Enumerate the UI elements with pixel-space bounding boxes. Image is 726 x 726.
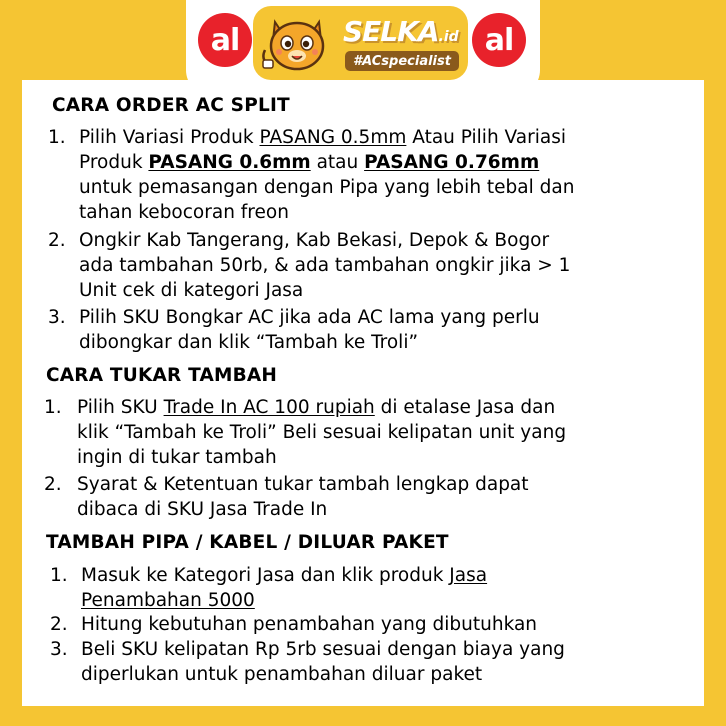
item-line: Syarat & Ketentuan tukar tambah lengkap dapat — [77, 474, 529, 495]
item-number: 1. — [50, 565, 68, 586]
brand-logo-right: al — [472, 13, 526, 67]
section-title-trade: CARA TUKAR TAMBAH — [46, 365, 278, 386]
selka-logo — [253, 6, 468, 80]
item-line: dibongkar dan klik “Tambah ke Troli” — [79, 332, 419, 353]
item-line: klik “Tambah ke Troli” Beli sesuai kelipatan unit yang — [77, 422, 567, 443]
section-title-extra: TAMBAH PIPA / KABEL / DILUAR PAKET — [46, 532, 449, 553]
item-line: ada tambahan 50rb, & ada tambahan ongkir jika > 1 — [79, 255, 571, 276]
item-line: Pilih Variasi Produk PASANG 0.5mm Atau Pilih Variasi — [79, 127, 566, 148]
item-line: diperlukan untuk penambahan diluar paket — [81, 664, 483, 685]
item-number: 3. — [50, 639, 68, 660]
selka-tagline: #ACspecialist — [345, 51, 459, 71]
selka-wordmark: SELKA.id — [343, 15, 459, 48]
item-line: Produk PASANG 0.6mm atau PASANG 0.76mm — [79, 152, 540, 173]
item-line: tahan kebocoran freon — [79, 202, 289, 223]
item-line: Unit cek di kategori Jasa — [79, 280, 304, 301]
item-line: Penambahan 5000 — [81, 590, 255, 611]
section-title-order: CARA ORDER AC SPLIT — [52, 95, 290, 116]
item-line: Ongkir Kab Tangerang, Kab Bekasi, Depok & Bogor — [79, 230, 550, 251]
brand-logo-left: al — [198, 13, 252, 67]
item-line: untuk pemasangan dengan Pipa yang lebih tebal dan — [79, 177, 575, 198]
item-number: 2. — [44, 474, 62, 495]
item-line: Beli SKU kelipatan Rp 5rb sesuai dengan biaya yang — [81, 639, 565, 660]
item-number: 3. — [48, 307, 66, 328]
item-number: 2. — [48, 230, 66, 251]
item-number: 2. — [50, 614, 68, 635]
item-line: Pilih SKU Trade In AC 100 rupiah di etalase Jasa dan — [77, 397, 556, 418]
item-number: 1. — [44, 397, 62, 418]
item-line: ingin di tukar tambah — [77, 447, 277, 468]
item-line: Hitung kebutuhan penambahan yang dibutuhkan — [81, 614, 538, 635]
item-line: dibaca di SKU Jasa Trade In — [77, 499, 328, 520]
item-line: Masuk ke Kategori Jasa dan klik produk Jasa — [81, 565, 488, 586]
cat-mascot-icon — [261, 10, 333, 76]
item-number: 1. — [48, 127, 66, 148]
item-line: Pilih SKU Bongkar AC jika ada AC lama yang perlu — [79, 307, 540, 328]
